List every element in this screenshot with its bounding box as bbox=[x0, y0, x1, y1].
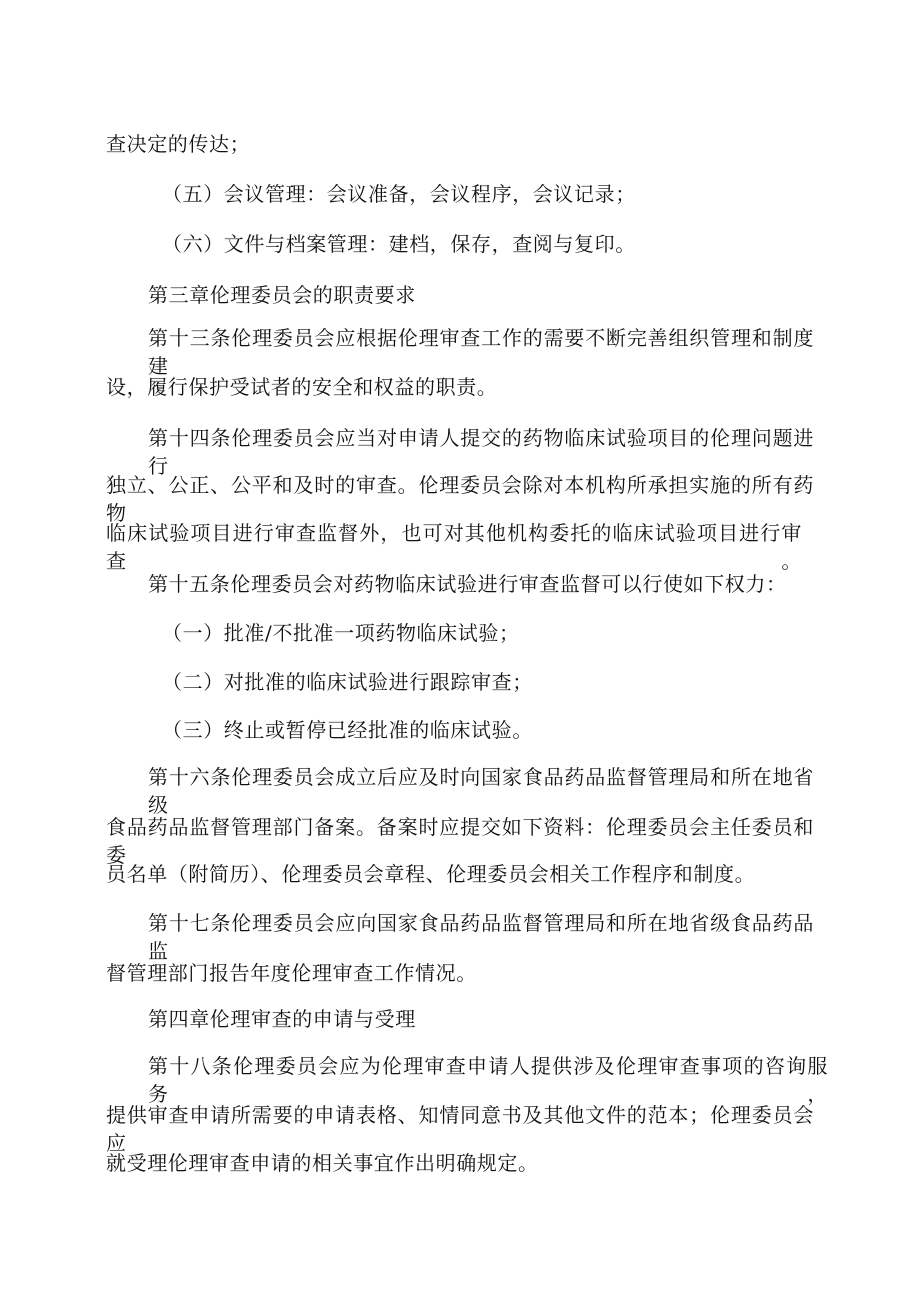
text-line: 食品药品监督管理部门备案。备案时应提交如下资料：伦理委员会主任委员和委 bbox=[106, 815, 814, 867]
text-line: 临床试验项目进行审查监督外，也可对其他机构委托的临床试验项目进行审查。 bbox=[106, 521, 802, 573]
chapter-heading: 第三章伦理委员会的职责要求 bbox=[148, 283, 416, 307]
text-line: 独立、公正、公平和及时的审查。伦理委员会除对本机构所承担实施的所有药物 bbox=[106, 473, 814, 525]
text-line: 查决定的传达； bbox=[106, 132, 251, 156]
text-line: 员名单（附简历）、伦理委员会章程、伦理委员会相关工作程序和制度。 bbox=[106, 862, 756, 886]
text-line: 就受理伦理审查申请的相关事宜作出明确规定。 bbox=[106, 1151, 539, 1175]
list-item: （六）文件与档案管理：建档，保存，查阅与复印。 bbox=[162, 232, 636, 256]
chapter-heading: 第四章伦理审查的申请与受理 bbox=[148, 1007, 416, 1031]
text-line: 第十三条伦理委员会应根据伦理审查工作的需要不断完善组织管理和制度建 bbox=[148, 326, 814, 378]
list-item: （一）批准/不批准一项药物临床试验； bbox=[162, 621, 520, 645]
text-line: 提供审查申请所需要的申请表格、知情同意书及其他文件的范本；伦理委员会应 bbox=[106, 1103, 814, 1155]
list-item: （三）终止或暂停已经批准的临床试验。 bbox=[162, 718, 533, 742]
text-line: 第十五条伦理委员会对药物临床试验进行审查监督可以行使如下权力： bbox=[148, 572, 787, 596]
list-item: （五）会议管理：会议准备，会议程序，会议记录； bbox=[162, 182, 636, 206]
list-item: （二）对批准的临床试验进行跟踪审查； bbox=[162, 670, 533, 694]
text-line: 第十八条伦理委员会应为伦理审查申请人提供涉及伦理审查事项的咨询服务， bbox=[148, 1054, 828, 1106]
text-line: 设，履行保护受试者的安全和权益的职责。 bbox=[106, 375, 498, 399]
text-line: 第十四条伦理委员会应当对申请人提交的药物临床试验项目的伦理问题进行 bbox=[148, 426, 814, 478]
text-line: 第十六条伦理委员会成立后应及时向国家食品药品监督管理局和所在地省级 bbox=[148, 765, 814, 817]
text-line: 督管理部门报告年度伦理审查工作情况。 bbox=[106, 961, 477, 985]
text-line: 第十七条伦理委员会应向国家食品药品监督管理局和所在地省级食品药品监 bbox=[148, 911, 814, 963]
